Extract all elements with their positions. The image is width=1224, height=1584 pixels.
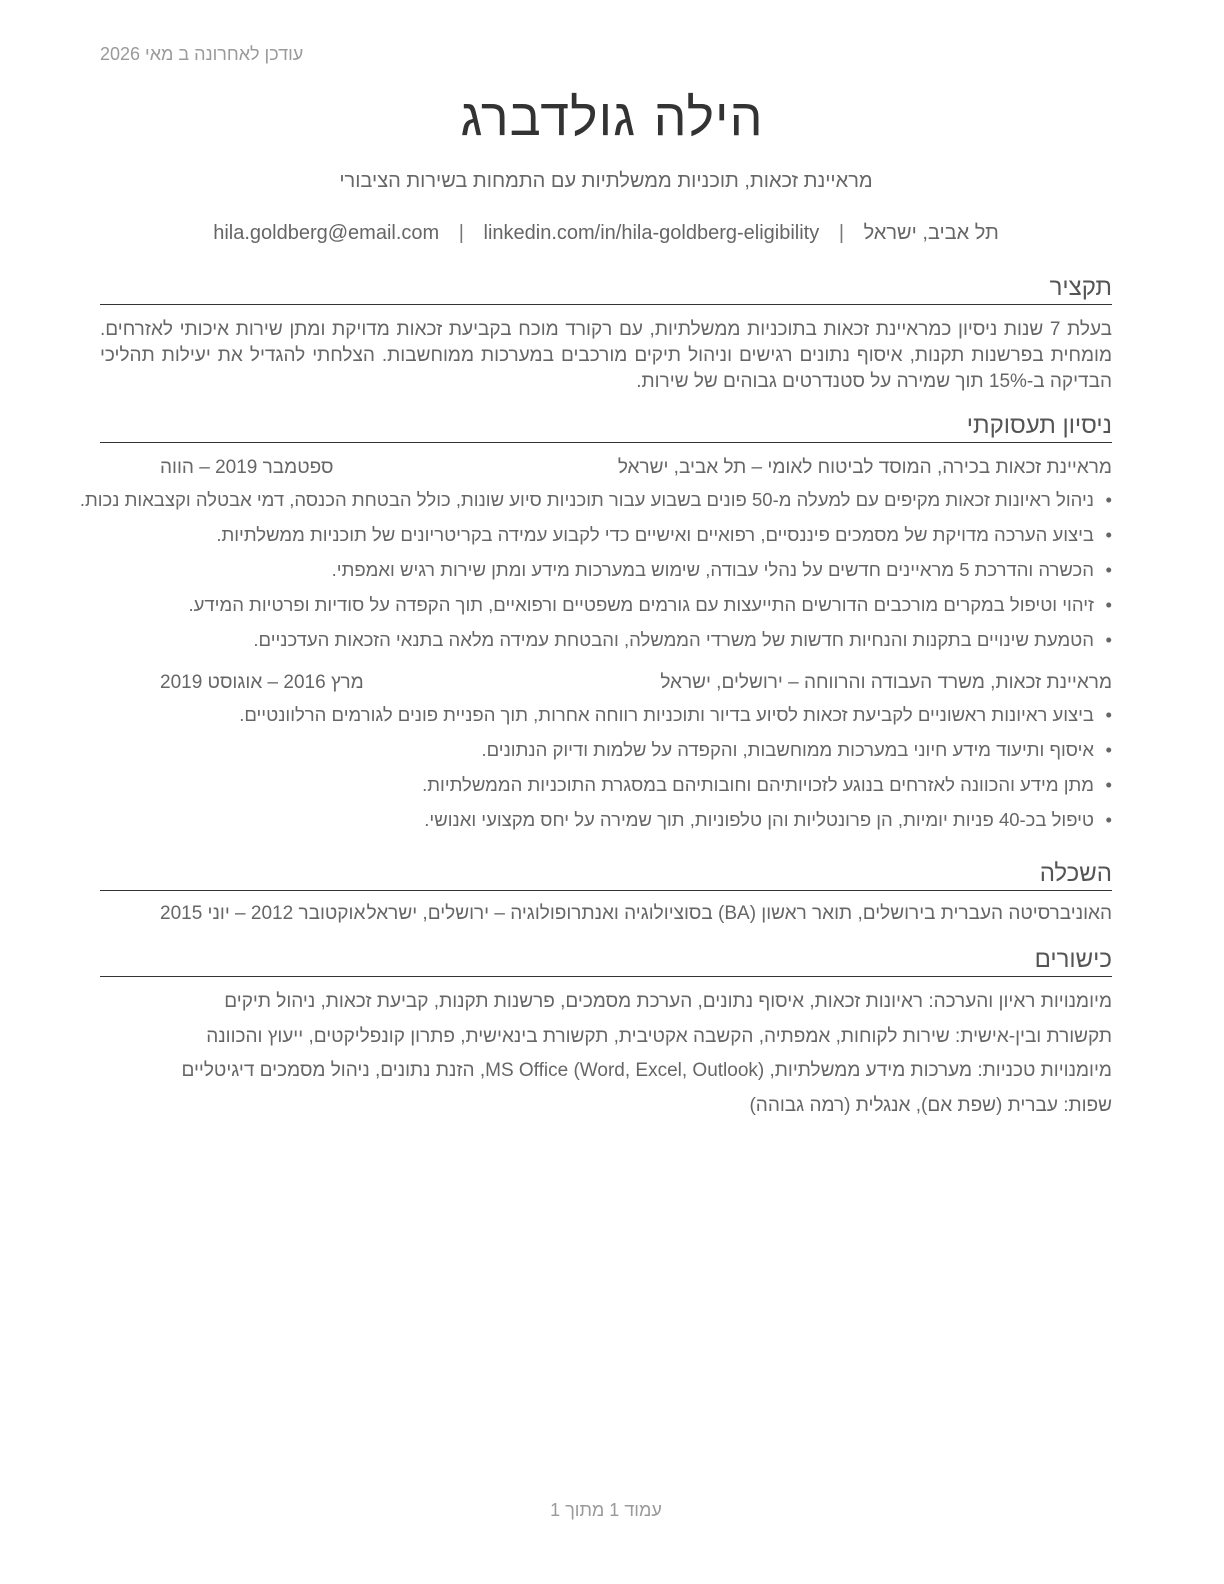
summary-text: בעלת 7 שנות ניסיון כמראיינת זכאות בתוכניות ממשלתיות, עם רקורד מוכח בקביעת זכאות מדויקת ומתן שירות איכותי לאזרחים. מומחית בפרשנות תקנות, איסוף נתונים רגישים וניהול תיקים מורכבים במערכות ממוחשבות. הצלחתי להגדיל את יעילות תהליכי הבדיקה ב-15% תוך שמירה על סטנדרטים גבוהים של שירות. — [100, 319, 1112, 392]
experience-section — [79, 412, 1112, 844]
candidate-name: הילה גולדברג — [460, 88, 764, 148]
job-bullet: • מתן מידע והכוונה לאזרחים בנוגע לזכויותיהם וחובותיהם במסגרת התוכניות הממשלתיות. — [100, 774, 1112, 809]
job-bullets — [79, 489, 1112, 664]
job-role: מראיינת זכאות בכירה, המוסד לביטוח לאומי – תל אביב, ישראל — [617, 457, 1112, 478]
page-number: עמוד 1 מתוך 1 — [550, 1500, 662, 1520]
contact-separator: | — [458, 222, 464, 244]
contact-email[interactable]: hila.goldberg@email.com — [213, 222, 440, 244]
job-dates: ספטמבר 2019 – הווה — [160, 457, 334, 478]
job-bullet: • טיפול בכ-40 פניות יומיות, הן פרונטליות והן טלפוניות, תוך שמירה על יחס מקצועי ואנושי. — [100, 809, 1112, 844]
job-bullets — [100, 704, 1112, 844]
last-updated: עודכן לאחרונה ב מאי 2026 — [100, 44, 304, 64]
education-dates: אוקטובר 2012 – יוני 2015 — [160, 903, 366, 924]
job-entry — [100, 672, 1112, 844]
contact-location: תל אביב, ישראל — [863, 222, 999, 244]
contact-line — [0, 222, 1212, 245]
job-role: מראיינת זכאות, משרד העבודה והרווחה – ירושלים, ישראל — [660, 672, 1112, 693]
summary-section — [100, 274, 1112, 395]
job-bullet: • הכשרה והדרכת 5 מראיינים חדשים על נהלי עבודה, שימוש במערכות מידע ומתן שירות רגיש ואמפתי. — [100, 559, 1112, 594]
contact-linkedin[interactable]: linkedin.com/in/hila-goldberg-eligibility — [483, 222, 820, 244]
education-entry — [100, 903, 1112, 929]
skills-heading: כישורים — [100, 946, 1112, 977]
candidate-subtitle: מראיינת זכאות, תוכניות ממשלתיות עם התמחות בשירות הציבורי — [339, 170, 873, 192]
summary-heading: תקציר — [100, 274, 1112, 305]
education-institution: האוניברסיטה העברית בירושלים, תואר ראשון (BA) בסוציולוגיה ואנתרופולוגיה – ירושלים, ישראל — [366, 903, 1112, 924]
job-bullet: • ביצוע ראיונות ראשוניים לקביעת זכאות לסיוע בדיור ותוכניות רווחה אחרות, תוך הפניית פונים לגורמים הרלוונטיים. — [100, 704, 1112, 739]
skill-line: שפות: עברית (שפת אם), אנגלית (רמה גבוהה) — [749, 1094, 1112, 1116]
skill-line: מיומנויות ראיון והערכה: ראיונות זכאות, איסוף נתונים, הערכת מסמכים, פרשנות תקנות, קביעת זכאות, ניהול תיקים — [224, 991, 1112, 1012]
skill-line: תקשורת ובין-אישית: שירות לקוחות, אמפתיה, הקשבה אקטיבית, תקשורת בינאישית, פתרון קונפליקטים, ייעוץ והכוונה — [206, 1025, 1112, 1047]
job-bullet: • זיהוי וטיפול במקרים מורכבים הדורשים התייעצות עם גורמים משפטיים ורפואיים, תוך הקפדה על סודיות ופרטיות המידע. — [100, 594, 1112, 629]
job-bullet: • ניהול ראיונות זכאות מקיפים עם למעלה מ-50 פונים בשבוע עבור תוכניות סיוע שונות, כולל הבטחת הכנסה, דמי אבטלה וקצבאות נכות. — [100, 489, 1112, 524]
job-entry — [79, 457, 1112, 664]
skill-line: מיומנויות טכניות: מערכות מידע ממשלתיות, MS Office (Word, Excel, Outlook), הזנת נתונים, ניהול מסמכים דיגיטליים — [181, 1060, 1112, 1081]
job-bullet: • ביצוע הערכה מדויקת של מסמכים פיננסיים, רפואיים ואישיים כדי לקבוע עמידה בקריטריונים של תוכניות ממשלתיות. — [100, 524, 1112, 559]
experience-heading: ניסיון תעסוקתי — [100, 412, 1112, 443]
education-heading: השכלה — [100, 860, 1112, 891]
job-dates: מרץ 2016 – אוגוסט 2019 — [160, 672, 364, 693]
job-bullet: • איסוף ותיעוד מידע חיוני במערכות ממוחשבות, והקפדה על שלמות ודיוק הנתונים. — [100, 739, 1112, 774]
skills-section — [100, 946, 1112, 1129]
education-section — [100, 860, 1112, 929]
contact-separator: | — [838, 222, 845, 244]
job-bullet: • הטמעת שינויים בתקנות והנחיות חדשות של משרדי הממשלה, והבטחת עמידה מלאה בתנאי הזכאות העדכניים. — [100, 629, 1112, 664]
